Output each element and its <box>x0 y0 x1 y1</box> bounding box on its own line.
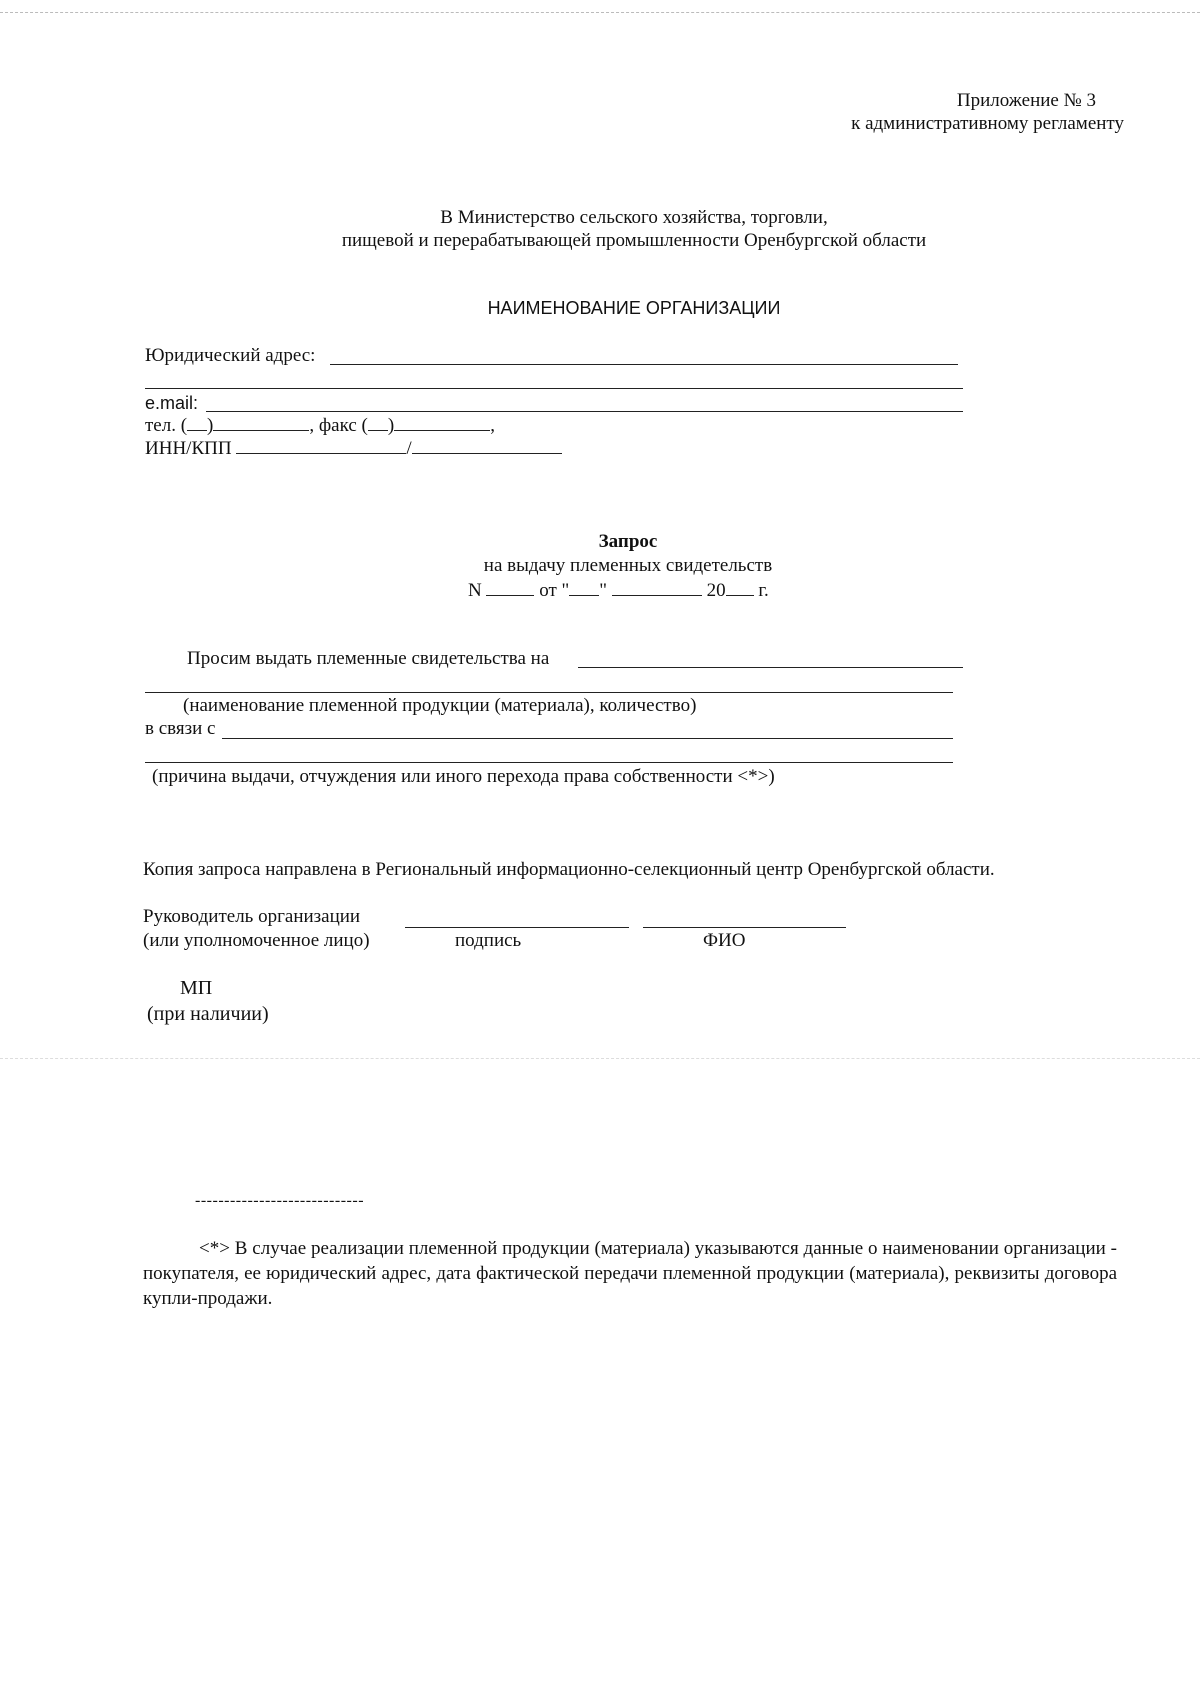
signature-caption: подпись <box>455 930 522 951</box>
product-field-2[interactable] <box>145 692 953 693</box>
fio-caption: ФИО <box>703 930 746 951</box>
fax-number-field[interactable] <box>394 414 490 431</box>
request-day-field[interactable] <box>569 579 599 596</box>
email-field[interactable] <box>206 411 963 412</box>
fio-field[interactable] <box>643 927 846 928</box>
reason-field[interactable] <box>222 738 953 739</box>
scan-edge-line <box>0 12 1200 13</box>
footnote-separator: ----------------------------- <box>195 1192 365 1209</box>
copy-note: Копия запроса направлена в Региональный информационно-селекционный центр Оренбургской области. <box>143 859 995 880</box>
stamp-note: (при наличии) <box>147 1003 269 1025</box>
tel-number-field[interactable] <box>213 414 309 431</box>
stamp-mark: МП <box>180 977 213 999</box>
inn-field[interactable] <box>236 437 406 454</box>
fax-code-field[interactable] <box>368 414 388 431</box>
request-subtitle: на выдачу племенных свидетельств <box>483 555 773 576</box>
footnote-text: <*> В случае реализации племенной продукции (материала) указываются данные о наименовании организации - покупателя, ее юридический адрес, дата фактической передачи племенной продукции (материала), реквизиты договора купли-продажи. <box>143 1238 1117 1309</box>
appendix-number: Приложение № 3 <box>956 90 1096 111</box>
addressee-line-1: В Министерство сельского хозяйства, торговли, <box>440 207 828 228</box>
addressee-line-2: пищевой и перерабатывающей промышленности Оренбургской области <box>341 230 927 251</box>
inn-kpp-row: ИНН/КПП / <box>145 437 562 460</box>
fax-label: , факс ( <box>309 415 368 436</box>
appendix-reference: к административному регламенту <box>851 113 1124 134</box>
reason-hint: (причина выдачи, отчуждения или иного перехода права собственности <*>) <box>152 766 775 787</box>
request-year-field[interactable] <box>726 579 754 596</box>
kpp-field[interactable] <box>412 437 562 454</box>
legal-address-label: Юридический адрес: <box>145 345 316 366</box>
request-ask-text: Просим выдать племенные свидетельства на <box>187 648 550 669</box>
head-label-1: Руководитель организации <box>143 906 361 927</box>
legal-address-field[interactable] <box>330 364 958 365</box>
request-title: Запрос <box>598 531 658 552</box>
organization-name: НАИМЕНОВАНИЕ ОРГАНИЗАЦИИ <box>487 298 781 318</box>
reason-field-2[interactable] <box>145 762 953 763</box>
tel-label: тел. ( <box>145 415 188 436</box>
email-label: e.mail: <box>145 393 199 413</box>
legal-address-field-2[interactable] <box>145 388 963 389</box>
inn-kpp-label: ИНН/КПП <box>145 438 232 459</box>
signature-field[interactable] <box>405 927 629 928</box>
request-number-field[interactable] <box>486 579 534 596</box>
head-label-2: (или уполномоченное лицо) <box>143 930 370 951</box>
request-number-date-row: N от " " 20 г. <box>468 580 769 601</box>
request-month-field[interactable] <box>612 579 702 596</box>
product-field[interactable] <box>578 667 963 668</box>
tel-fax-row: тел. ( ) , факс ( ) , <box>145 415 495 436</box>
tel-code-field[interactable] <box>187 414 207 431</box>
product-hint: (наименование племенной продукции (материала), количество) <box>183 695 697 716</box>
scan-fold-line <box>0 1058 1200 1059</box>
reason-label: в связи с <box>145 718 216 739</box>
